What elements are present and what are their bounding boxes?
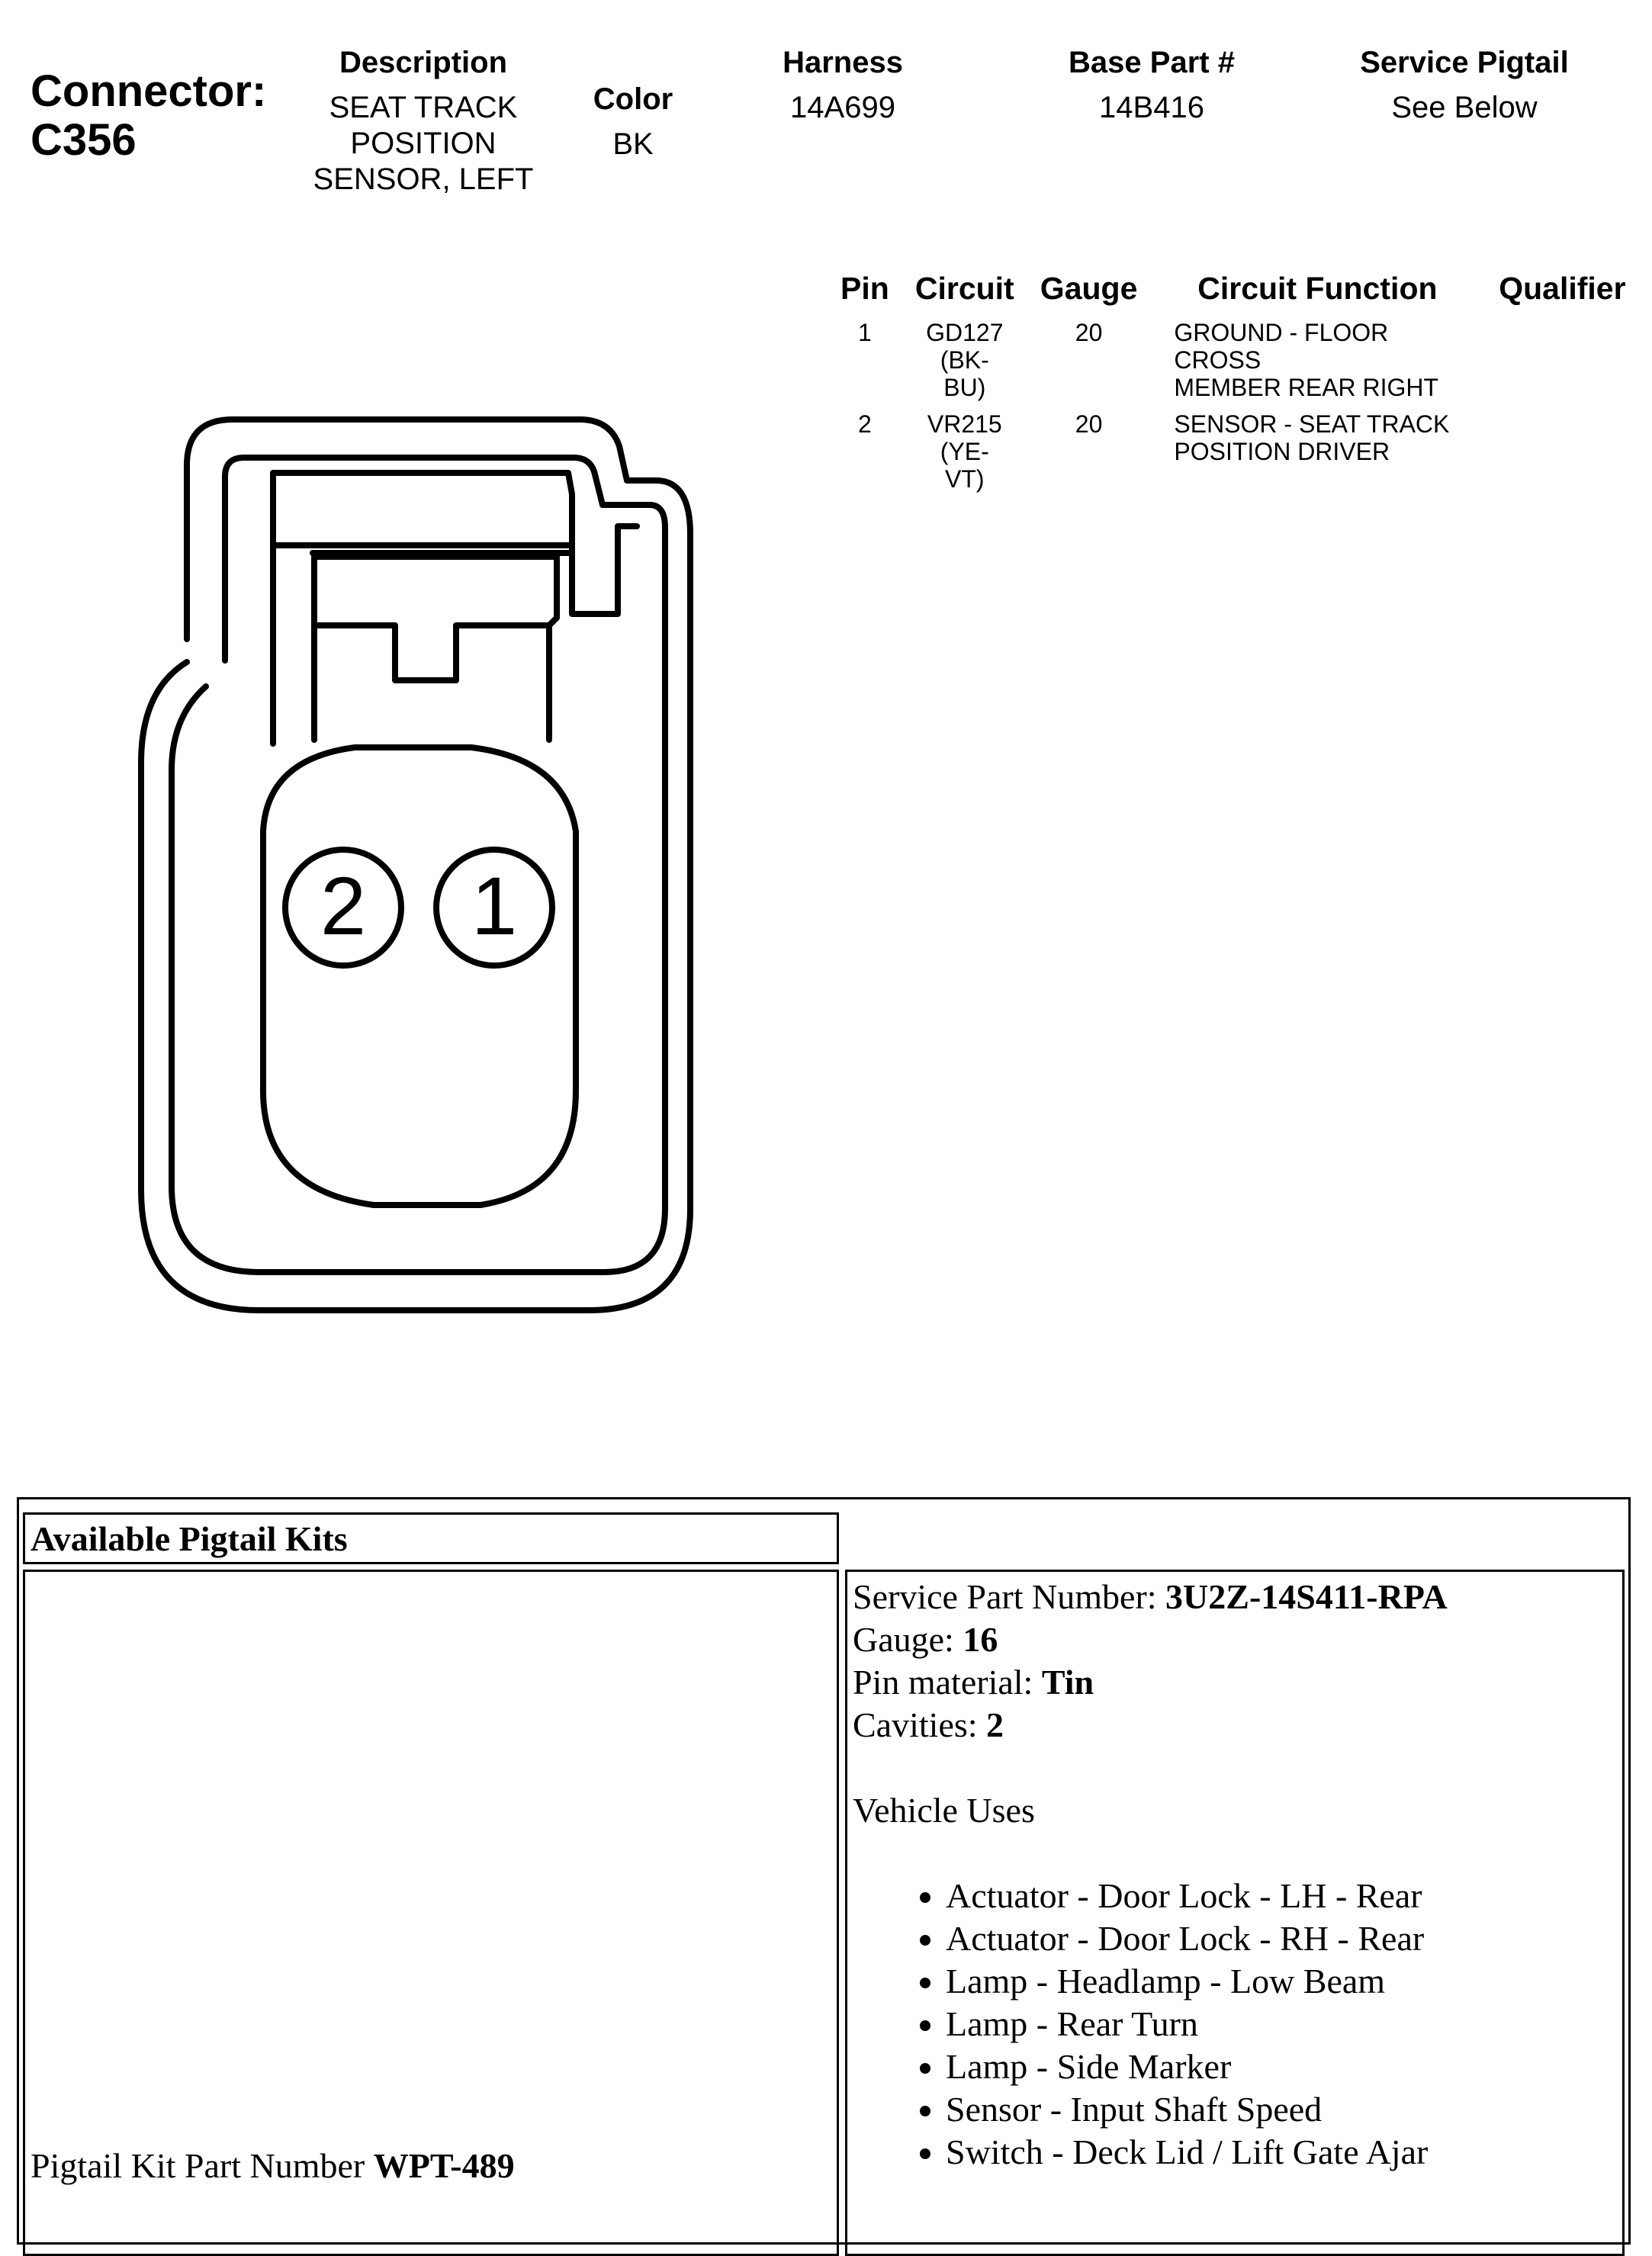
circuit-line: VT) (945, 465, 985, 493)
list-item: • Actuator - Door Lock - RH - Rear (946, 1917, 1428, 1960)
circuit-cell (898, 319, 1031, 410)
description-column (294, 44, 553, 198)
cavities-label: Cavities: (853, 1705, 987, 1744)
circuit-line: BU) (943, 374, 986, 401)
base-part-column (1037, 44, 1266, 126)
circuit-header: Circuit (914, 271, 1014, 306)
connector-label: Connector: (31, 66, 267, 116)
connector-face-diagram (84, 400, 709, 1338)
harness-value: 14A699 (790, 91, 895, 124)
gauge-header: Gauge (1040, 271, 1138, 306)
latch-window (314, 557, 557, 740)
circuit-function-cell (1146, 319, 1488, 410)
function-line: POSITION DRIVER (1174, 438, 1390, 465)
pin-material (853, 1661, 1094, 1704)
terminal-insert (263, 747, 576, 1205)
service-pigtail-header: Service Pigtail (1360, 46, 1569, 79)
list-item: • Switch - Deck Lid / Lift Gate Ajar (946, 2131, 1428, 2174)
pin-header: Pin (840, 271, 889, 306)
harness-column (744, 44, 942, 126)
cavities-value: 2 (986, 1705, 1004, 1744)
pin-material-label: Pin material: (853, 1663, 1042, 1702)
qualifier-header: Qualifier (1499, 271, 1626, 306)
pin-material-value: Tin (1041, 1663, 1094, 1702)
circuit-cell (898, 410, 1031, 502)
circuit-line: GD127 (BK- (926, 319, 1004, 374)
qualifier-cell (1488, 410, 1636, 502)
description-line-2: POSITION (350, 127, 497, 160)
gauge-cell: 20 (1075, 410, 1103, 438)
circuit-function-cell (1146, 410, 1488, 502)
pin-table-header-row (831, 271, 1636, 319)
list-item: • Lamp - Rear Turn (946, 2003, 1428, 2046)
list-item: • Lamp - Side Marker (946, 2046, 1428, 2088)
kit-gauge-label: Gauge: (853, 1620, 963, 1659)
description-line-3: SENSOR, LEFT (313, 162, 534, 196)
service-part-label: Service Part Number: (853, 1577, 1166, 1616)
cavity-1-label: 1 (471, 860, 518, 952)
service-part-value: 3U2Z-14S411-RPA (1165, 1577, 1448, 1616)
vehicle-uses-list (900, 1875, 1428, 2174)
service-part-number (853, 1576, 1448, 1618)
circuit-line: VR215 (YE- (927, 410, 1002, 465)
function-line: GROUND - FLOOR CROSS (1174, 319, 1389, 374)
service-pigtail-column (1327, 44, 1602, 126)
list-item: • Sensor - Input Shaft Speed (946, 2088, 1428, 2131)
kit-gauge-value: 16 (963, 1620, 998, 1659)
gauge-cell: 20 (1075, 319, 1103, 346)
latch-notch (314, 625, 549, 680)
color-header: Color (593, 82, 673, 116)
cavity-2-label: 2 (320, 860, 367, 952)
table-row (831, 410, 1636, 502)
kit-part-value: WPT-489 (373, 2146, 515, 2185)
table-row (831, 319, 1636, 410)
qualifier-cell (1488, 319, 1636, 410)
connector-inner-shell (172, 458, 665, 1272)
vehicle-uses-title: Vehicle Uses (853, 1791, 1035, 1830)
list-item: • Actuator - Door Lock - LH - Rear (946, 1875, 1428, 1917)
harness-header: Harness (783, 46, 903, 79)
latch-outline (273, 473, 637, 744)
color-value: BK (612, 127, 654, 161)
pin-number: 2 (858, 410, 872, 438)
pin-number: 1 (858, 319, 872, 346)
pin-table (831, 271, 1636, 502)
kit-part-label: Pigtail Kit Part Number (31, 2146, 374, 2185)
available-pigtail-kits-title: Available Pigtail Kits (31, 1519, 348, 1558)
description-header: Description (339, 46, 508, 79)
connector-id: C356 (31, 115, 137, 165)
function-line: MEMBER REAR RIGHT (1174, 374, 1439, 401)
base-part-header: Base Part # (1069, 46, 1235, 79)
service-pigtail-value: See Below (1391, 91, 1538, 124)
color-column (557, 81, 709, 162)
circuit-function-header: Circuit Function (1197, 271, 1438, 306)
list-item: • Lamp - Headlamp - Low Beam (946, 1960, 1428, 2003)
function-line: SENSOR - SEAT TRACK (1174, 410, 1450, 438)
cavities (853, 1704, 1004, 1747)
description-line-1: SEAT TRACK (329, 91, 518, 124)
kit-gauge (853, 1618, 998, 1661)
pigtail-kit-part-number (31, 2145, 515, 2187)
base-part-value: 14B416 (1099, 91, 1204, 124)
